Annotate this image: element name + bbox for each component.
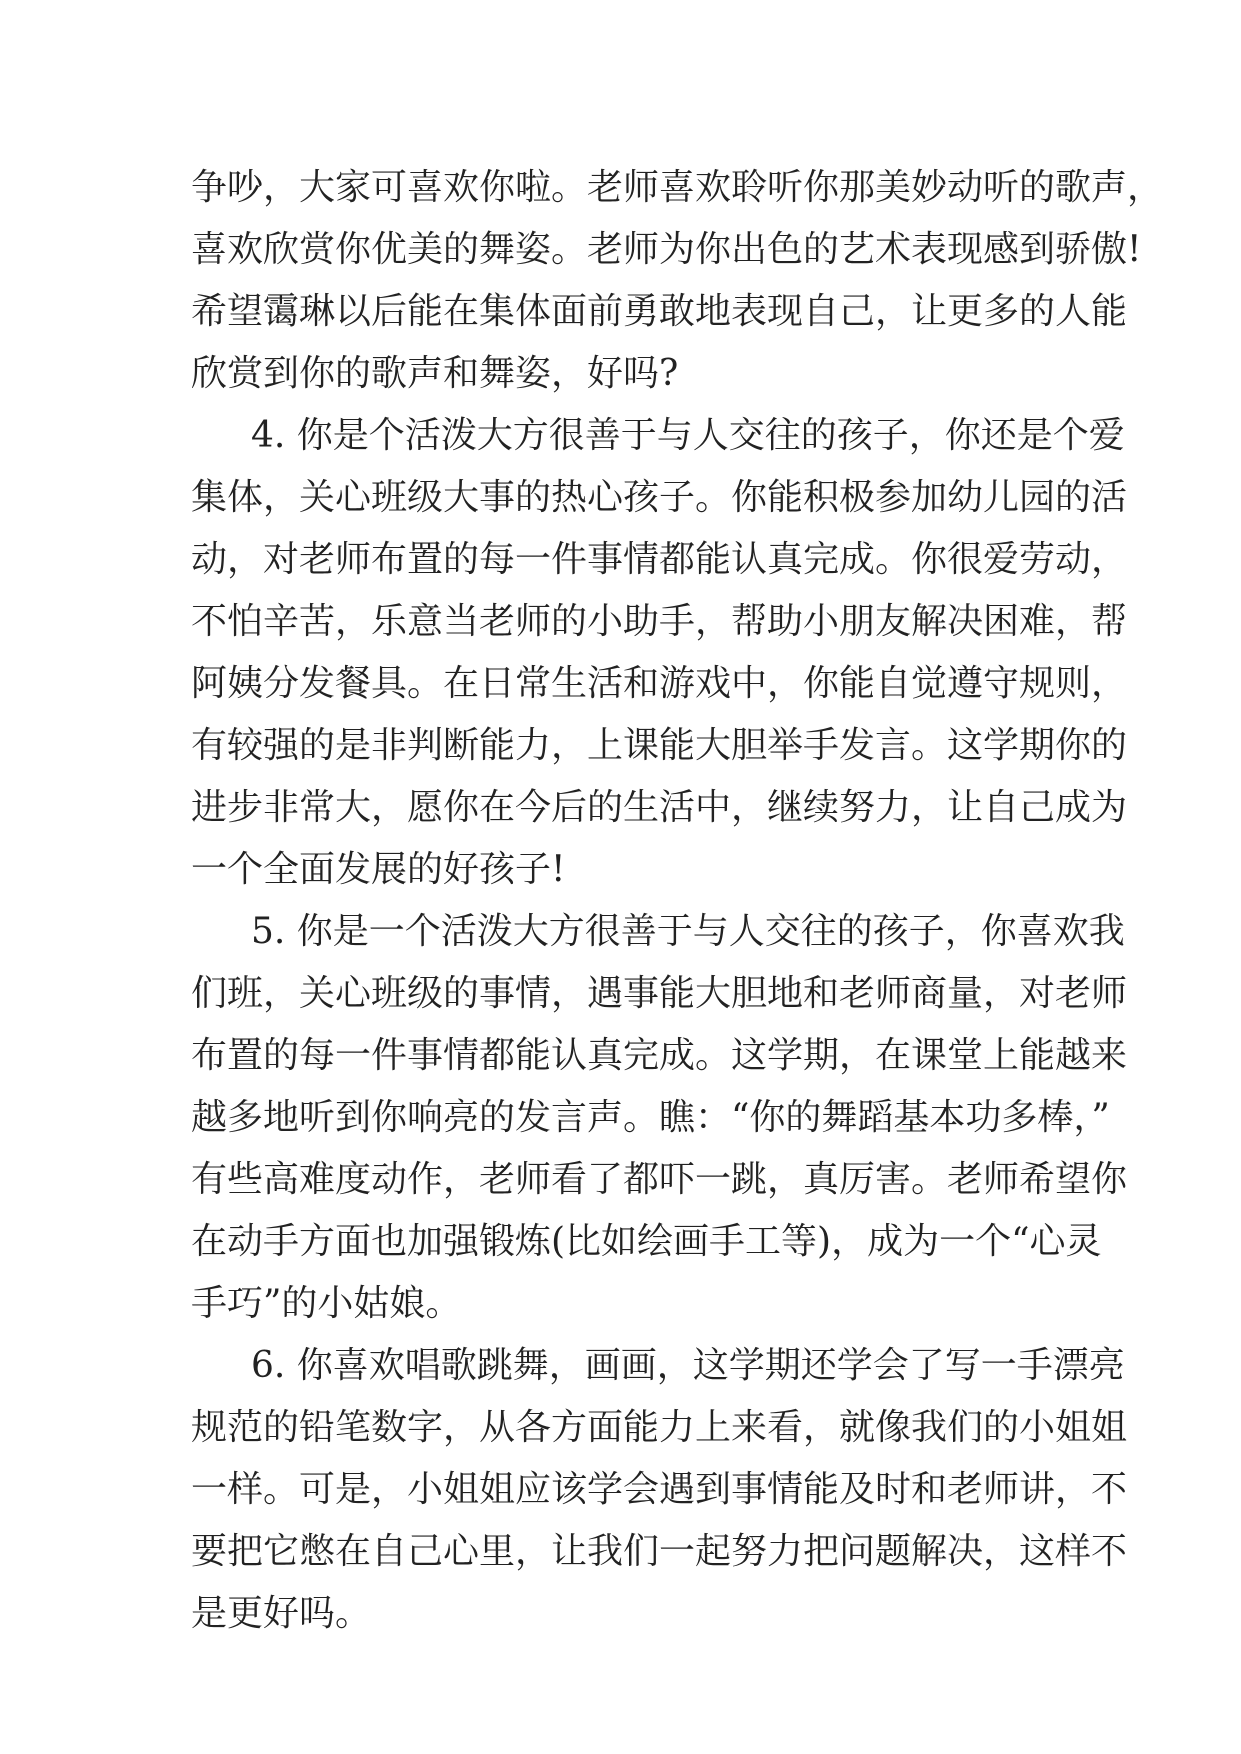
text-line: 动，对老师布置的每一件事情都能认真完成。你很爱劳动， <box>191 539 1128 580</box>
text-line: 有较强的是非判断能力，上课能大胆举手发言。这学期你的 <box>191 725 1128 766</box>
text-line: 越多地听到你响亮的发言声。瞧：“你的舞蹈基本功多棒，” <box>191 1097 1110 1138</box>
paragraph-item-6 <box>191 1335 1128 1645</box>
text-line: 要把它憋在自己心里，让我们一起努力把问题解决，这样不 <box>191 1531 1128 1572</box>
text-line: 一样。可是，小姐姐应该学会遇到事情能及时和老师讲，不 <box>191 1469 1128 1510</box>
text-line: 们班，关心班级的事情，遇事能大胆地和老师商量，对老师 <box>191 973 1128 1014</box>
text-line: 不怕辛苦，乐意当老师的小助手，帮助小朋友解决困难，帮 <box>191 601 1128 642</box>
paragraph-item-4 <box>191 405 1128 901</box>
text-line: 希望霭琳以后能在集体面前勇敢地表现自己，让更多的人能 <box>191 291 1128 332</box>
text-line: 手巧”的小姑娘。 <box>191 1283 462 1324</box>
text-line: 阿姨分发餐具。在日常生活和游戏中，你能自觉遵守规则， <box>191 663 1128 704</box>
text-line: 6. 你喜欢唱歌跳舞，画画，这学期还学会了写一手漂亮 <box>251 1345 1125 1386</box>
paragraph-item-5 <box>191 901 1128 1335</box>
text-line: 4. 你是个活泼大方很善于与人交往的孩子，你还是个爱 <box>251 415 1125 456</box>
text-line: 布置的每一件事情都能认真完成。这学期，在课堂上能越来 <box>191 1035 1128 1076</box>
paragraph-continuation <box>191 157 1164 405</box>
text-line: 进步非常大，愿你在今后的生活中，继续努力，让自己成为 <box>191 787 1128 828</box>
text-line: 一个全面发展的好孩子! <box>191 849 566 890</box>
text-line: 在动手方面也加强锻炼(比如绘画手工等)，成为一个“心灵 <box>191 1221 1102 1262</box>
text-line: 5. 你是一个活泼大方很善于与人交往的孩子，你喜欢我 <box>251 911 1125 952</box>
text-line: 喜欢欣赏你优美的舞姿。老师为你出色的艺术表现感到骄傲! <box>191 229 1142 270</box>
document-body <box>191 157 1164 1645</box>
text-line: 规范的铅笔数字，从各方面能力上来看，就像我们的小姐姐 <box>191 1407 1128 1448</box>
text-line: 集体，关心班级大事的热心孩子。你能积极参加幼儿园的活 <box>191 477 1128 518</box>
text-line: 有些高难度动作，老师看了都吓一跳，真厉害。老师希望你 <box>191 1159 1128 1200</box>
text-line: 争吵，大家可喜欢你啦。老师喜欢聆听你那美妙动听的歌声， <box>191 167 1164 208</box>
text-line: 欣赏到你的歌声和舞姿，好吗? <box>191 353 679 394</box>
text-line: 是更好吗。 <box>191 1593 372 1634</box>
